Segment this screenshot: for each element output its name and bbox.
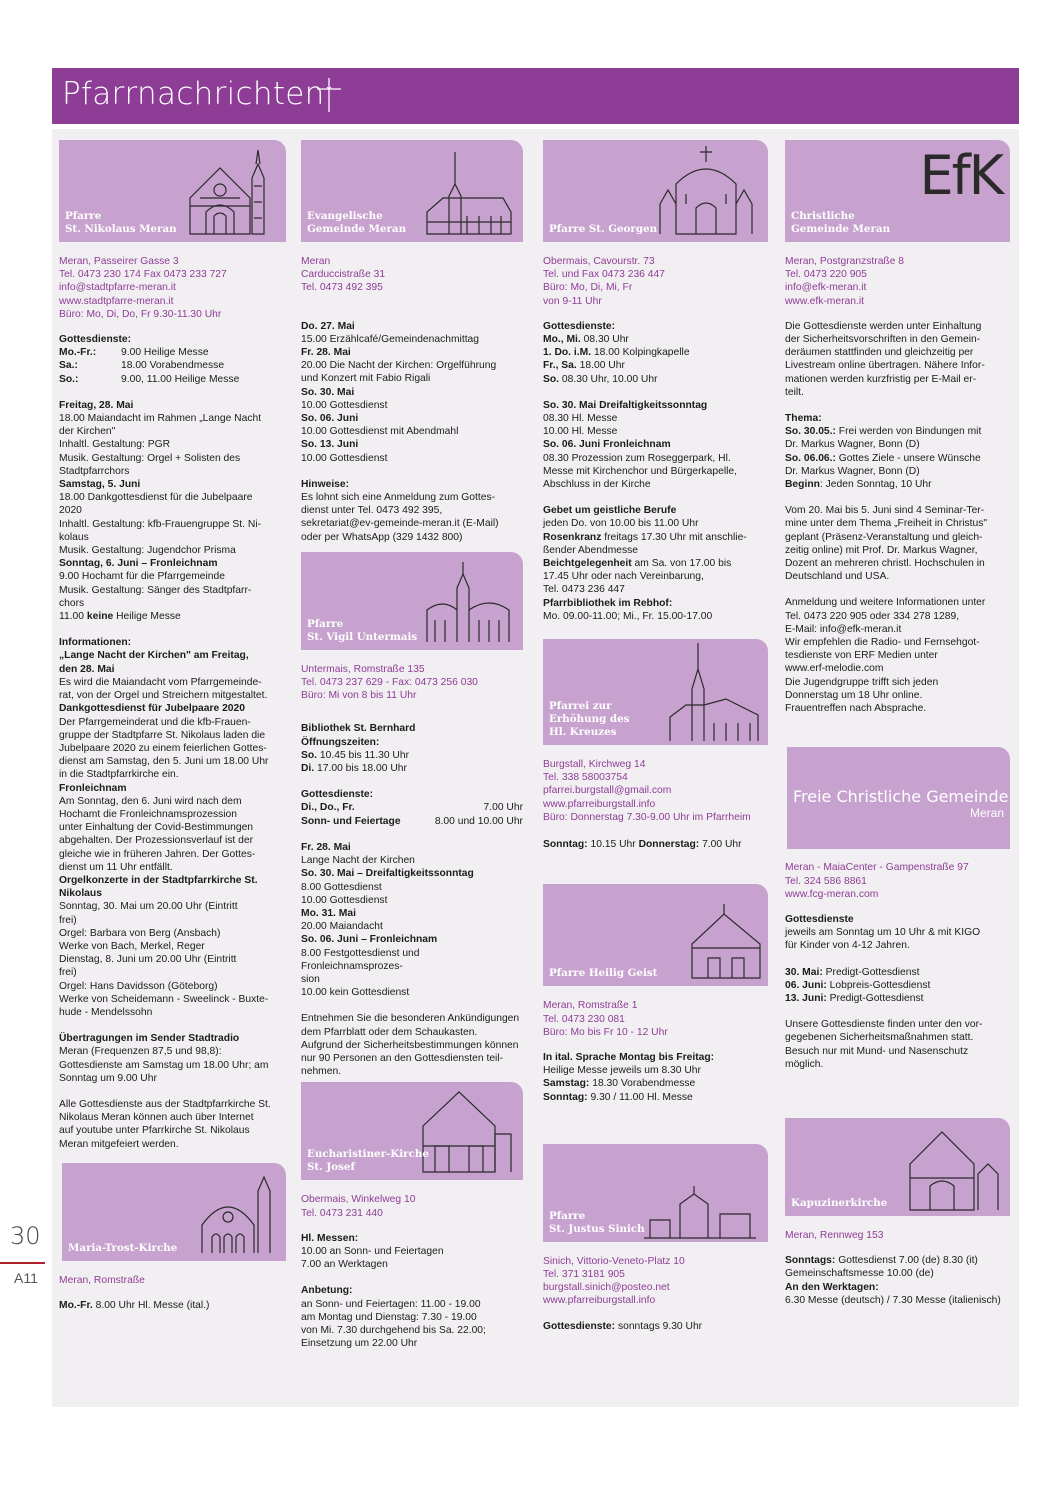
text-line: 20.00 Maiandacht <box>301 921 383 933</box>
text-line: Dr. Markus Wagner, Bonn (D) <box>785 439 920 451</box>
text-line: An den Werktagen: <box>785 1281 879 1293</box>
text-line: www.stadtpfarre-meran.it <box>59 295 174 307</box>
text-line: Dr. Markus Wagner, Bonn (D) <box>785 465 920 477</box>
text-line: Gottesdienste: <box>59 334 132 346</box>
text-line: Sonntag um 9.00 Uhr <box>59 1072 157 1084</box>
text-line: für Kinder von 4-12 Jahren. <box>785 940 910 952</box>
text-line: Christliche Gemeinde Meran <box>791 210 891 235</box>
text-line: Gottesdienste: <box>543 1320 616 1332</box>
text-line: auf youtube unter Pfarrkirche St. Nikolaus <box>59 1125 250 1137</box>
text-line: 10.45 bis 11.30 Uhr <box>319 749 410 761</box>
card-fcg <box>787 747 1010 849</box>
page-header <box>52 68 1019 124</box>
text-line: 08.30 Uhr, 10.00 Uhr <box>561 373 658 385</box>
text-line: www.erf-melodie.com <box>785 663 884 675</box>
text-line: abgehalten. Der Prozessionsverlauf ist der <box>59 835 254 847</box>
card-title <box>65 210 177 236</box>
text-line: : Jeden Sonntag, 10 Uhr <box>819 479 932 491</box>
text-line: Kapuzinerkirche <box>791 1196 888 1209</box>
text-line: 06. Juni: <box>785 979 827 991</box>
page-title: Pfarrnachrichten <box>62 76 325 112</box>
text-line: So. <box>301 749 318 761</box>
text-line: hude - Mendelssohn <box>59 1006 153 1018</box>
text-line: jeden Do. von 10.00 bis 11.00 Uhr <box>543 518 699 530</box>
text-line: Sonntag: <box>543 839 588 851</box>
text-line: 6.30 Messe (deutsch) / 7.30 Messe (italienisch) <box>785 1294 1001 1306</box>
text-line: Wir empfehlen die Radio- und Fernsehgot- <box>785 637 980 649</box>
text-line: Tel. 0473 230 081 <box>543 1013 625 1025</box>
text-line: Fronleichnam <box>59 782 127 794</box>
text-line: Lange Nacht der Kirchen <box>301 855 415 867</box>
text-line: „Lange Nacht der Kirchen" am Freitag, <box>59 650 249 662</box>
text-line: Sa.: <box>59 360 78 372</box>
text-line: Orgelkonzerte in der Stadtpfarrkirche St. <box>59 874 258 886</box>
contact-block <box>785 1229 1010 1242</box>
text-line: Dozent an mehreren christl. Hochschulen in <box>785 558 985 570</box>
text-line: und Konzert mit Fabio Rigali <box>301 373 431 385</box>
text-line: So. 30.05.: <box>785 426 836 438</box>
text-line: Inhaltl. Gestaltung: kfb-Frauengruppe St. Ni- <box>59 518 262 530</box>
text-line: in die Stadtpfarrkirche ein. <box>59 769 179 781</box>
text-line: Übertragungen im Sender Stadtradio <box>59 1033 240 1045</box>
contact-block <box>59 255 286 321</box>
text-line: Samstag: <box>543 1078 590 1090</box>
text-line: sekretariat@ev-gemeinde-meran.it (E-Mail) <box>301 518 499 530</box>
card-efk <box>785 140 1010 242</box>
text-line: Tel. 0473 230 174 Fax 0473 233 727 <box>59 269 227 281</box>
text-line: an Sonn- und Feiertagen: 11.00 - 19.00 <box>301 1298 481 1310</box>
text-line: 10.00 Hl. Messe <box>543 426 618 438</box>
text-line: Tel. 0473 492 395 <box>301 282 383 294</box>
text-line: Tel. 371 3181 905 <box>543 1268 625 1280</box>
text-line: Thema: <box>785 413 822 425</box>
text-line: möglich. <box>785 1058 824 1070</box>
text-line: Orgel: Hans Davidsson (Göteborg) <box>59 980 218 992</box>
text-line: Gottes Ziele - unsere Wünsche <box>835 452 981 464</box>
text-line: Abschluss in der Kirche <box>543 479 651 491</box>
text-line: Mo. 09.00-11.00; Mi., Fr. 15.00-17.00 <box>543 610 713 622</box>
text-line: Musik. Gestaltung: Orgel + Solisten des <box>59 452 241 464</box>
text-line: nehmen. <box>301 1066 342 1078</box>
text-line: 7.00 an Werktagen <box>301 1259 388 1271</box>
text-line: Besuch nur mit Mund- und Nasenschutz <box>785 1045 969 1057</box>
text-line: Lobpreis-Gottesdienst <box>826 979 931 991</box>
text-line: Eucharistiner-Kirche St. Josef <box>307 1148 429 1174</box>
text-line: Die Gottesdienste werden unter Einhaltung <box>785 320 982 332</box>
text-line: 18.00 Kolpingkapelle <box>593 347 690 359</box>
text-line: Mo.-Fr.: <box>59 347 97 359</box>
text-line: 11.00 <box>59 611 87 623</box>
text-line: Musik. Gestaltung: Jugendchor Prisma <box>59 545 236 557</box>
text-line: deräumen stattfinden und gleichzeitig per <box>785 347 974 359</box>
text-line: Frei werden von Bindungen mit <box>835 426 982 438</box>
text-line: Gemeinschaftsmesse 10.00 (de) <box>785 1268 934 1280</box>
text-line: Der Pfarrgemeinderat und die kfb-Frauen- <box>59 716 251 728</box>
text-line: Am Sonntag, den 6. Juni wird nach dem <box>59 795 242 807</box>
text-line: Freitag, 28. Mai <box>59 399 134 411</box>
text-line: Bibliothek St. Bernhard <box>301 723 416 735</box>
text-line: 9.30 / 11.00 Hl. Messe <box>587 1091 693 1103</box>
text-line: Aufgrund der Sicherheitsbestimmungen können <box>301 1039 519 1051</box>
text-line: www.pfarreiburgstall.info <box>543 798 656 810</box>
text-line: info@efk-meran.it <box>785 282 867 294</box>
column-nikolaus <box>59 140 286 1312</box>
text-line: Tel. 338 58003754 <box>543 772 628 784</box>
text-line: Einsetzung um 22.00 Uhr <box>301 1338 418 1350</box>
text-line: So. 30. Mai – Dreifaltigkeitssonntag <box>301 868 474 880</box>
text-line: 30. Mai: <box>785 966 823 978</box>
text-line: Carduccistraße 31 <box>301 269 386 281</box>
text-line: dienst am Samstag, den 5. Juni um 18.00 Uhr <box>59 756 269 768</box>
efk-logo: EfK <box>919 144 1002 207</box>
text-line: mationen werden kurzfristig per E-Mail er- <box>785 373 977 385</box>
text-line: 08.30 Hl. Messe <box>543 413 618 425</box>
text-line: Pfarre St. Vigil Untermais <box>307 617 418 643</box>
text-line: kolaus <box>59 531 89 543</box>
text-line: Werke von Bach, Merkel, Reger <box>59 940 205 952</box>
text-line: Tel. und Fax 0473 236 447 <box>543 269 665 281</box>
text-line: Die Jugendgruppe trifft sich jeden <box>785 676 939 688</box>
contact-block <box>543 255 768 308</box>
text-line: Tel. 0473 237 629 - Fax: 0473 256 030 <box>301 677 478 689</box>
card-eucharistiner <box>301 1082 523 1180</box>
text-line: So. 30. Mai <box>301 386 355 398</box>
text-line: Tel. 0473 236 447 <box>543 584 625 596</box>
text-line: 13. Juni: <box>785 992 827 1004</box>
text-line: ßender Abendmesse <box>543 544 639 556</box>
text-line: Mo., Mi. <box>543 334 581 346</box>
column-efk <box>785 140 1010 1307</box>
card-burgstall <box>543 639 768 745</box>
text-line: freitags 17.30 Uhr mit anschlie- <box>601 531 747 543</box>
text-line: 7.00 Uhr <box>699 839 742 851</box>
text-line: Mo. 31. Mai <box>301 907 356 919</box>
text-line: Heilige Messe jeweils um 8.30 Uhr <box>543 1065 701 1077</box>
text-line: keine <box>86 611 114 623</box>
text-line: E-Mail: info@efk-meran.it <box>785 623 902 635</box>
text-line: Meran, Rennweg 153 <box>785 1229 884 1241</box>
text-line: 20.00 Die Nacht der Kirchen: Orgelführung <box>301 360 497 372</box>
text-line: Pfarre St. Nikolaus Meran <box>65 210 177 235</box>
text-line: frei) <box>59 914 77 926</box>
text-line: 9.00 Heilige Messe <box>121 347 209 359</box>
text-line: 9.00 Hochamt für die Pfarrgemeinde <box>59 571 225 583</box>
contact-block <box>543 758 768 824</box>
text-line: 18.00 Dankgottesdienst für die Jubelpaare <box>59 492 253 504</box>
text-line: frei) <box>59 967 77 979</box>
church-illustration <box>423 146 515 236</box>
church-illustration <box>198 1169 278 1255</box>
text-line: Meran, Postgranzstraße 8 <box>785 256 905 267</box>
text-line: 08.30 Uhr <box>583 334 629 346</box>
text-line: info@stadtpfarre-meran.it <box>59 282 176 294</box>
text-line: Burgstall, Kirchweg 14 <box>543 759 646 771</box>
text-line: Di. <box>301 763 315 775</box>
text-line: Meran, Passeirer Gasse 3 <box>59 256 179 267</box>
contact-block <box>543 1255 768 1308</box>
text-line: gegebenen Sicherheitsmaßnahmen statt. <box>785 1032 974 1044</box>
text-line: teilt. <box>785 386 804 398</box>
cross-icon <box>314 74 344 114</box>
text-line: Meran <box>969 806 1004 821</box>
church-illustration <box>423 558 513 644</box>
text-line: Meran mitgefeiert werden. <box>59 1138 179 1150</box>
text-line: 8.00 Uhr Hl. Messe (ital.) <box>92 1300 210 1311</box>
text-line: Pfarre St. Georgen <box>549 223 658 235</box>
text-line: Meran - MaiaCenter - Gampenstraße 97 <box>785 862 969 874</box>
text-line: Büro: Mo, Di, Do, Fr 9.30-11.30 Uhr <box>59 308 222 320</box>
text-line: Büro: Donnerstag 7.30-9.00 Uhr im Pfarrheim <box>543 811 751 823</box>
text-line: Heilige Messe <box>113 611 181 623</box>
text-line: 18.30 Vorabendmesse <box>589 1078 696 1090</box>
text-line: 10.00 Gottesdienst mit Abendmahl <box>301 426 459 438</box>
text-line: Anbetung: <box>301 1285 353 1297</box>
text-line: Gebet um geistliche Berufe <box>543 505 677 517</box>
text-line: sonntags 9.30 Uhr <box>615 1320 703 1332</box>
text-line: gleiche wie in früheren Jahren. Der Gottes- <box>59 848 256 860</box>
text-line: Büro: Mo, Di, Mi, Fr <box>543 282 633 294</box>
text-line: Fr. 28. Mai <box>301 347 351 359</box>
text-line: Büro: Mo bis Fr 10 - 12 Uhr <box>543 1026 668 1038</box>
text-line: Tel. 324 586 8861 <box>785 875 867 887</box>
church-illustration <box>640 1184 760 1240</box>
text-line: nur 90 Personen an den Gottesdiensten teil- <box>301 1052 504 1064</box>
text-line: 15.00 Erzählcafé/Gemeindenachmittag <box>301 333 480 345</box>
card-maria-trost <box>62 1163 286 1261</box>
text-line: Tel. 0473 220 905 <box>785 269 867 281</box>
contact-block <box>785 861 1010 901</box>
text-line: 7.00 Uhr <box>483 802 523 814</box>
text-line: Anmeldung und weitere Informationen unter <box>785 597 986 609</box>
text-line: Entnehmen Sie die besonderen Ankündigungen <box>301 1013 520 1025</box>
text-line: chors <box>59 597 85 609</box>
text-line: Fr., Sa. <box>543 360 577 372</box>
card-evangelisch <box>301 140 523 242</box>
text-line: Gottesdienste <box>785 913 854 925</box>
text-line: 9.00, 11.00 Heilige Messe <box>121 373 240 385</box>
text-line: oder per WhatsApp (329 1432 800) <box>301 531 463 543</box>
text-line: mine unter dem Thema „Freiheit in Christus" <box>785 518 988 530</box>
text-line: sion <box>301 973 320 985</box>
text-line: gruppe der Stadtpfarre St. Nikolaus laden die <box>59 729 266 741</box>
church-illustration <box>666 639 762 743</box>
card-kapuziner <box>785 1118 1010 1216</box>
text-line: So. 06.06.: <box>785 452 836 464</box>
text-line: Stadtpfarrchors <box>59 465 130 477</box>
text-line: So. 06. Juni – Fronleichnam <box>301 934 438 946</box>
text-line: Nikolaus Meran können auch über Internet <box>59 1112 254 1124</box>
contact-block <box>301 663 523 703</box>
text-line: dienst um 11 Uhr entfällt. <box>59 861 173 873</box>
text-line: unter Einhaltung der Covid-Bestimmungen <box>59 822 254 834</box>
text-line: Donnerstag: <box>638 839 700 851</box>
text-line: Beichtgelegenheit <box>543 558 632 570</box>
text-line: www.fcg-meran.com <box>785 888 879 900</box>
card-nikolaus <box>59 140 286 242</box>
text-line: Samstag, 5. Juni <box>59 479 141 491</box>
text-line: 10.00 Gottesdienst <box>301 399 388 411</box>
text-line: Gottesdienste am Samstag um 18.00 Uhr; am <box>59 1059 269 1071</box>
text-line: Gottesdienst 7.00 (de) 8.30 (it) <box>835 1255 978 1267</box>
text-line: Tel. 0473 220 905 oder 334 278 1289, <box>785 610 960 622</box>
text-line: 10.00 an Sonn- und Feiertagen <box>301 1245 444 1257</box>
text-line: dienst unter Tel. 0473 492 395, <box>301 505 443 517</box>
text-line: Es lohnt sich eine Anmeldung zum Gottes- <box>301 492 496 504</box>
card-st-justus <box>543 1144 768 1242</box>
text-line: Büro: Mi von 8 bis 11 Uhr <box>301 690 417 702</box>
text-line: Informationen: <box>59 637 132 649</box>
page-divider <box>0 1262 45 1264</box>
contact-block <box>301 255 523 295</box>
text-line: Evangelische Gemeinde Meran <box>307 210 407 235</box>
text-line: Mo.-Fr. <box>59 1300 93 1311</box>
text-line: Tel. 0473 231 440 <box>301 1207 383 1219</box>
text-line: der Kirchen" <box>59 426 116 438</box>
text-line: Donnerstag um 18 Uhr online. <box>785 689 923 701</box>
text-line: Di., Do., Fr. <box>301 802 355 814</box>
text-line: am Montag und Dienstag: 7.30 - 19.00 <box>301 1311 477 1323</box>
text-line: Dienstag, 8. Juni um 20.00 Uhr (Eintritt <box>59 954 237 966</box>
text-line: rat, von der Orgel und Streichern mitgestaltet. <box>59 690 268 702</box>
text-line: Obermais, Cavourstr. 73 <box>543 256 655 267</box>
text-line: 8.00 Festgottesdienst und Fronleichnamsprozes- <box>301 947 420 972</box>
text-line: Predigt-Gottesdienst <box>822 966 920 978</box>
church-illustration <box>656 144 756 236</box>
church-illustration <box>186 146 278 236</box>
text-line: Sonn- und Feiertage <box>301 815 401 827</box>
text-line: So. 13. Juni <box>301 439 359 451</box>
text-line: Unsere Gottesdienste finden unter den vor- <box>785 1019 983 1031</box>
text-line: Frauentreffen nach Absprache. <box>785 703 927 715</box>
text-line: Sonntag, 30. Mai um 20.00 Uhr (Eintritt <box>59 901 238 913</box>
text-line: von 9-11 Uhr <box>543 295 602 307</box>
text-line: Messe mit Kirchenchor und Bürgerkapelle, <box>543 465 738 477</box>
text-line: dem Pfarrblatt oder dem Schaukasten. <box>301 1026 478 1038</box>
text-line: Dankgottesdienst für Jubelpaare 2020 <box>59 703 245 715</box>
text-line: Do. 27. Mai <box>301 320 355 332</box>
text-line: der Sicherheitsvorschriften in den Gemein- <box>785 334 981 346</box>
text-line: 17.00 bis 18.00 Uhr <box>317 763 407 775</box>
text-line: Nikolaus <box>59 888 102 900</box>
text-line: Pfarrbibliothek im Rebhof: <box>543 597 673 609</box>
text-line: zeitig online) mit Prof. Dr. Markus Wagner, <box>785 544 978 556</box>
text-line: So. 06. Juni Fronleichnam <box>543 439 671 451</box>
contact-block <box>543 999 768 1039</box>
text-line: So.: <box>59 373 79 385</box>
text-line: Inhaltl. Gestaltung: PGR <box>59 439 171 451</box>
text-line: 18.00 Maiandacht im Rahmen „Lange Nacht <box>59 413 262 425</box>
text-line: 1. Do. i.M. <box>543 347 592 359</box>
text-line: Pfarre St. Justus Sinich <box>549 1209 645 1235</box>
text-line: 10.00 Gottesdienst <box>301 894 388 906</box>
church-illustration <box>906 1124 1002 1212</box>
text-line: 08.30 Prozession zum Roseggerpark, Hl. <box>543 452 731 464</box>
text-line: 10.00 kein Gottesdienst <box>301 987 410 999</box>
card-st-vigil <box>301 552 523 650</box>
text-line: von Mi. 7.30 durchgehend bis Sa. 22.00; <box>301 1324 486 1336</box>
text-line: Meran <box>301 256 331 267</box>
text-line: 8.00 Gottesdienst <box>301 881 382 893</box>
text-line: Pfarrei zur Erhöhung des Hl. Kreuzes <box>549 700 630 739</box>
text-line: Hochamt die Fronleichnamsprozession <box>59 808 237 820</box>
text-line: 10.15 Uhr <box>587 839 639 851</box>
text-line: 10.00 Gottesdienst <box>301 452 388 464</box>
text-line: So. 06. Juni <box>301 413 359 425</box>
page-number: 30 <box>10 1222 41 1250</box>
text-line: jeweils am Sonntag um 10 Uhr & mit KIGO <box>785 927 981 939</box>
text-line: www.pfarreiburgstall.info <box>543 1295 656 1307</box>
text-line: 8.00 und 10.00 Uhr <box>434 815 523 827</box>
text-line: Vom 20. Mai bis 5. Juni sind 4 Seminar-Ter- <box>785 505 985 517</box>
text-line: www.efk-meran.it <box>785 295 864 307</box>
text-line: 18.00 Vorabendmesse <box>121 360 225 372</box>
text-line: Gottesdienste: <box>543 320 616 332</box>
text-line: In ital. Sprache Montag bis Freitag: <box>543 1051 715 1063</box>
text-line: Beginn <box>785 479 820 491</box>
text-line: burgstall.sinich@posteo.net <box>543 1282 670 1294</box>
text-line: am Sa. von 17.00 bis <box>631 558 732 570</box>
text-line: Werke von Scheidemann - Sweelinck - Buxte- <box>59 993 269 1005</box>
text-line: Jubelpaare 2020 zu einem feierlichen Gottes- <box>59 742 267 754</box>
column-st-georgen <box>543 140 768 1333</box>
text-line: Meran, Romstraße 1 <box>543 1000 638 1012</box>
text-line: Hinweise: <box>301 478 350 490</box>
text-line: tesdienste von ERF Medien unter <box>785 650 938 662</box>
text-line: Meran (Frequenzen 87,5 und 98,8): <box>59 1046 222 1058</box>
text-line: Alle Gottesdienste aus der Stadtpfarrkirche St. <box>59 1098 271 1110</box>
text-line: Musik. Gestaltung: Sänger des Stadtpfarr- <box>59 584 252 596</box>
text-line: Fr. 28. Mai <box>301 841 351 853</box>
text-line: den 28. Mai <box>59 663 115 675</box>
text-line: Sonntag, 6. Juni – Fronleichnam <box>59 558 218 570</box>
text-line: Predigt-Gottesdienst <box>826 992 924 1004</box>
text-line: pfarrei.burgstall@gmail.com <box>543 785 672 797</box>
column-evangelisch <box>301 140 523 1350</box>
text-line: Öffnungszeiten: <box>301 736 380 748</box>
text-line: Maria-Trost-Kirche <box>68 1241 178 1254</box>
text-line: Livestream online übertragen. Nähere Infor- <box>785 360 985 372</box>
text-line: Obermais, Winkelweg 10 <box>301 1194 416 1206</box>
text-line: Sonntags: <box>785 1255 836 1267</box>
text-line: 18.00 Uhr <box>579 360 625 372</box>
card-heilig-geist <box>543 884 768 986</box>
text-line: Es wird die Maiandacht vom Pfarrgemeinde- <box>59 676 262 688</box>
text-line: Pfarre Heilig Geist <box>549 967 658 980</box>
text-line: geplant (Präsenz-Veranstaltung und gleich- <box>785 531 983 543</box>
text-line: Orgel: Barbara von Berg (Ansbach) <box>59 927 221 939</box>
text-line: Rosenkranz <box>543 531 602 543</box>
text-line: Sonntag: <box>543 1091 588 1103</box>
page-code: A11 <box>14 1270 38 1286</box>
contact-block <box>785 255 1010 308</box>
contact-block <box>301 1193 523 1219</box>
text-line: Hl. Messen: <box>301 1232 359 1244</box>
text-line: 17.45 Uhr oder nach Vereinbarung, <box>543 571 704 583</box>
church-illustration <box>419 1086 515 1174</box>
church-illustration <box>688 904 764 980</box>
text-line: So. 30. Mai Dreifaltigkeitssonntag <box>543 399 708 411</box>
text-line: Deutschland und USA. <box>785 571 890 583</box>
text-line: Untermais, Romstraße 135 <box>301 663 425 675</box>
text-line: Meran, Romstraße <box>59 1274 145 1286</box>
card-st-georgen <box>543 140 768 242</box>
text-line: 2020 <box>59 505 82 517</box>
text-line: Gottesdienste: <box>301 789 374 801</box>
fcg-logo: Freie Christliche Gemeinde <box>793 787 1009 807</box>
text-line: Sinich, Vittorio-Veneto-Platz 10 <box>543 1255 685 1267</box>
text-line: So. <box>543 373 560 385</box>
